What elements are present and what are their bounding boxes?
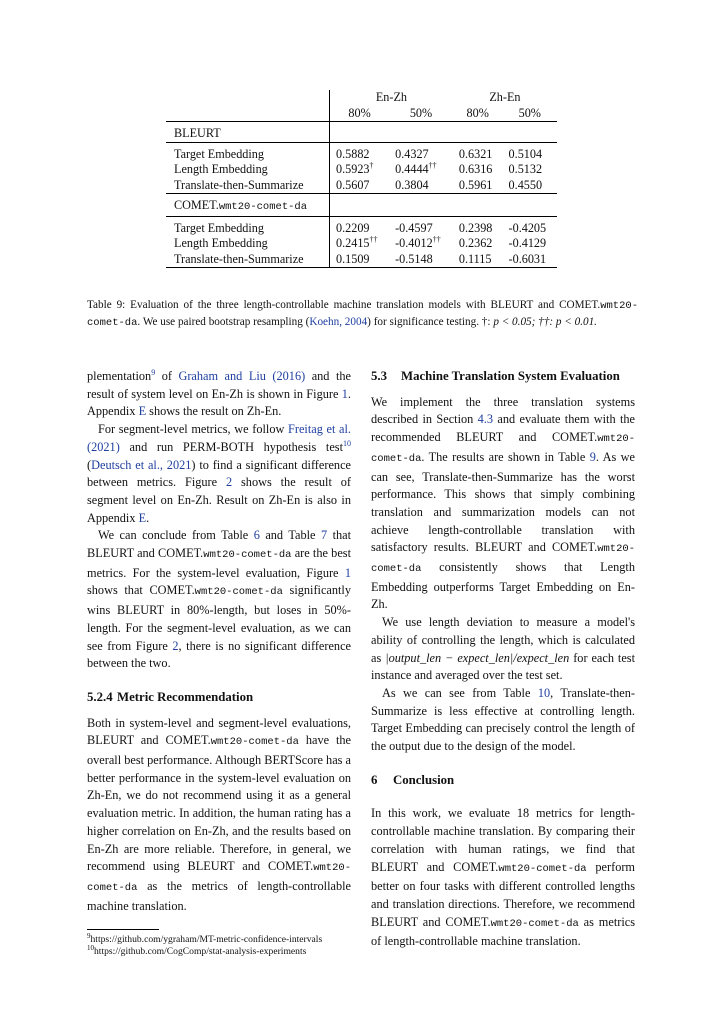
citation-link[interactable]: Deutsch et al., 2021 (91, 457, 192, 472)
row-label: Translate-then-Summarize (166, 178, 330, 194)
citation-link[interactable]: Graham and Liu (2016) (178, 369, 306, 383)
appendix-ref-link[interactable]: E (138, 404, 147, 419)
math-expression: |output_len − expect_len|/expect_len (385, 650, 570, 665)
cell: -0.4597 (395, 220, 433, 235)
table-row (166, 162, 557, 178)
cell: 0.4327 (395, 146, 429, 161)
right-column (371, 368, 635, 951)
footnote-rule (87, 929, 159, 930)
header-group-zh-en: Zh-En (489, 90, 521, 104)
significance-mark: †† (428, 160, 437, 170)
cell: 0.1115 (453, 252, 503, 268)
cell: 0.2209 (336, 220, 370, 235)
cell: -0.4205 (508, 220, 547, 235)
table-row (166, 221, 557, 237)
table-row (166, 252, 557, 268)
row-label: Target Embedding (166, 221, 330, 237)
paragraph: We can conclude from Table 6 and Table 7 that BLEURT and COMET.wmt20-comet-da are the best metrics. For the system-level evaluation, Figure 1 shows that COMET.wmt20-comet-da significantly wins BLEURT in 80%-length, but loses in 50%-length. For the segment-level evaluation, as we can see from Figure 2, there is no significant difference between the two. (87, 528, 352, 671)
section-row-bleurt (166, 126, 557, 142)
header-sub: 50% (389, 106, 453, 122)
table-header-row (166, 90, 557, 106)
cell: 0.6321 (458, 146, 493, 161)
cell: 0.1509 (330, 252, 390, 268)
paragraph: In this work, we evaluate 18 metrics for length-controllable machine translation. By comparing their correlation with human ratings, we find that BLEURT and COMET.wmt20-comet-da perform better on four tasks with different controlled lengths and translation directions. Therefore, we recommend BLEURT and COMET.wmt20-comet-da as metrics of length-controllable machine translation. (371, 806, 635, 949)
footnote-marker[interactable]: 9 (151, 367, 156, 377)
figure-ref-link[interactable]: 1 (341, 386, 348, 401)
cell: 0.5882 (336, 146, 370, 161)
cell: 0.4444†† (395, 160, 437, 176)
table-row (166, 147, 557, 163)
cell: 0.2415†† (336, 234, 378, 250)
significance-mark: †† (369, 234, 378, 244)
row-label: Target Embedding (166, 147, 330, 163)
paragraph: As we can see from Table 10, Translate-then-Summarize is less effective at controlling length. Target Embedding can precisely control the length of the output due to the design of the model. (371, 685, 636, 754)
table-grid (166, 90, 557, 268)
footnote-url[interactable]: https://github.com/CogComp/stat-analysis-experiments (94, 946, 307, 958)
figure-ref-link[interactable]: 2 (172, 638, 179, 653)
cell: -0.4012†† (395, 234, 441, 250)
table-subheader-row (166, 106, 557, 122)
paragraph: We implement the three translation systems described in Section 4.3 and evaluate them with the recommended BLEURT and COMET.wmt20-comet-da. The results are shown in Table 9. As we can see, Translate-then-Summarize has the worst performance. This shows that simply combining translation and summarization models can not achieve length-controllable translation with satisfactory results. BLEURT and COMET.wmt20-comet-da consistently shows that Length Embedding outperforms Target Embedding on En-Zh. (371, 394, 635, 612)
paragraph: For segment-level metrics, we follow Freitag et al. (2021) and run PERM-BOTH hypothesis test$^{10}$ (Deutsch et al., 2021) to find a significant difference between metrics. Figure 2 shows the result of segment level on En-Zh. Result on Zh-En is also in Appendix E. (87, 422, 351, 525)
section-heading: 5.3 Machine Translation System Evaluation (371, 369, 620, 383)
citation-link[interactable]: Freitag et al. (2021) (87, 422, 351, 454)
table-ref-link[interactable]: 7 (320, 528, 328, 543)
table-ref-link[interactable]: 9 (589, 449, 596, 464)
cell: 0.5104 (508, 146, 543, 161)
section-heading: 5.2.4 Metric Recommendation (87, 689, 254, 704)
header-sub: 80% (330, 106, 390, 122)
section-ref-link[interactable]: 4.3 (477, 412, 494, 427)
figure-ref-link[interactable]: 2 (225, 475, 233, 490)
table-ref-link[interactable]: 6 (253, 528, 260, 543)
paragraph: We use length deviation to measure a model's ability of controlling the length, which is calculated as |output_len − expect_len|/expect_len for each test instance and averaged over the test set. (371, 615, 635, 683)
paragraph: Both in system-level and segment-level evaluations, BLEURT and COMET.wmt20-comet-da have the overall best performance. Although BERTScore has a better performance in the system-level evaluation on Zh-En, we do not recommend using it as a general evaluation metric. In addition, the human rating has a higher correlation on En-Zh, and the results based on En-Zh are more reliable. Therefore, in general, we recommend using BLEURT and COMET.wmt20-comet-da as the metrics of length-controllable machine translation. (87, 715, 352, 913)
cell: -0.6031 (503, 252, 557, 268)
cell: 0.5923† (336, 160, 374, 176)
cell: 0.5961 (453, 178, 503, 194)
cell: 0.2362 (458, 236, 493, 250)
header-sub: 80% (453, 106, 503, 122)
section-heading: 6 Conclusion (371, 772, 455, 787)
cell: 0.6316 (458, 162, 493, 176)
footnote: $^9$https://github.com/ygraham/MT-metric-confidence-intervals (87, 932, 323, 946)
table-caption: Table 9: Evaluation of the three length-controllable machine translation models with BLEURT and COMET.wmt20-comet-da. We use paired bootstrap resampling (Koehn, 2004) for significance testing. †: p < 0.05; ††: p < 0.01. (87, 299, 638, 329)
section-label: COMET.wmt20-comet-da (166, 198, 330, 216)
row-label: Length Embedding (166, 162, 330, 178)
footnote-marker[interactable]: 10 (343, 438, 351, 448)
section-row-comet (166, 198, 557, 216)
row-label: Translate-then-Summarize (166, 252, 330, 268)
cell: -0.5148 (389, 252, 453, 268)
cell: 0.4550 (503, 178, 557, 194)
citation-link[interactable]: Koehn, 2004 (309, 315, 368, 328)
table-row (166, 236, 557, 252)
table-ref-link[interactable]: 10 (537, 685, 551, 700)
section-label: BLEURT (166, 126, 330, 142)
cell: -0.4129 (508, 236, 547, 250)
cell: 0.2398 (458, 220, 493, 235)
footnote: $^{10}$https://github.com/CogComp/stat-analysis-experiments (87, 944, 307, 958)
row-label: Length Embedding (166, 236, 330, 252)
results-table (166, 90, 557, 268)
table-row (166, 178, 557, 194)
significance-mark: †† (432, 234, 441, 244)
cell: 0.3804 (389, 178, 453, 194)
header-sub: 50% (503, 106, 557, 122)
header-group-en-zh: En-Zh (375, 90, 407, 104)
appendix-ref-link[interactable]: E (138, 510, 147, 525)
footnote-url[interactable]: https://github.com/ygraham/MT-metric-confidence-intervals (90, 934, 323, 946)
cell: 0.5132 (508, 162, 543, 176)
cell: 0.5607 (330, 178, 390, 194)
figure-ref-link[interactable]: 1 (344, 565, 351, 580)
significance-mark: † (369, 160, 374, 170)
paragraph: plementation$^9$ of Graham and Liu (2016) and the result of system level on En-Zh is shown in Figure 1. Appendix E shows the result on Zh-En. (87, 367, 351, 419)
left-column (87, 368, 351, 958)
